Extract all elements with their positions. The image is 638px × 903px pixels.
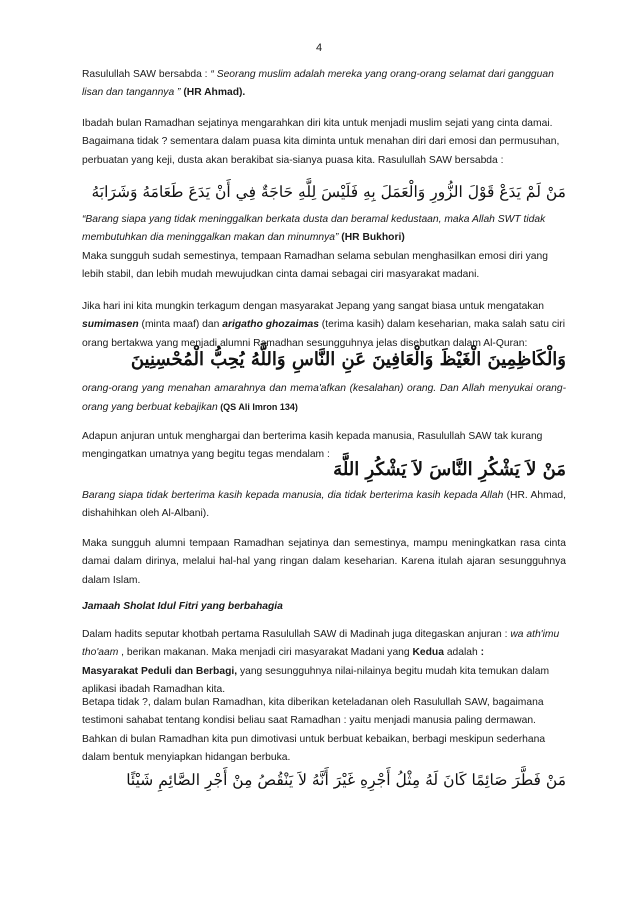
term-wa-athimu: wa ath'imu tho'aam	[82, 629, 560, 659]
paragraph-japan	[82, 298, 566, 353]
paragraph-gratitude: Adapun anjuran untuk menghargai dan berterima kasih kepada manusia, Rasulullah SAW tak kurang mengingatkan umatnya yang begitu tegas mendalam :	[82, 431, 543, 461]
term-sumimasen: sumimasen	[82, 319, 139, 331]
paragraph-translation-2	[82, 487, 566, 524]
paragraph-translation-1	[82, 211, 566, 284]
text: adalah	[443, 647, 481, 659]
paragraph-alumni: Maka sungguh alumni tempaan Ramadhan sejatinya dan semestinya, mampu meningkatkan rasa cinta damai dalam dirinya, melalui hal-hal yang ringan dalam keseharian. Karena itulah ajaran sesungguhnya dalam Islam.	[82, 538, 566, 586]
term-arigatho: arigatho ghozaimas	[222, 319, 319, 331]
hadith-reference: (HR. Ahmad, dishahihkan oleh Al-Albani).	[82, 490, 566, 520]
paragraph-madinah	[82, 626, 566, 699]
arabic-hadith-3: مَنْ فَطَّرَ صَائِمًا كَانَ لَهُ مِثْلُ أَجْرِهِ غَيْرَ أَنَّهُ لاَ يَنْقُصُ مِنْ أَجْرِ الصَّائِمِ شَيْئًا	[126, 771, 566, 789]
text: Dalam hadits seputar khotbah pertama Rasulullah SAW di Madinah juga ditegaskan anjuran :	[82, 629, 511, 640]
text: Maka sungguh sudah semestinya, tempaan Ramadhan selama sebulan menghasilkan emosi diri yang lebih stabil, dan lebih mudah mewujudkan cinta damai sebagai ciri masyarakat madani.	[82, 250, 548, 280]
term-kedua: Kedua	[412, 647, 444, 659]
colon: :	[480, 647, 485, 659]
term-masyarakat-peduli: Masyarakat Peduli dan Berbagi,	[82, 665, 238, 677]
text: (minta maaf) dan	[138, 319, 223, 331]
section-heading: Jamaah Sholat Idul Fitri yang berbahagia	[82, 601, 283, 612]
translation-quote: “Barang siapa yang tidak meninggalkan berkata dusta dan beramal kedustaan, maka Allah SWT tidak membutuhkan dia meninggalkan makan dan minumnya”	[82, 214, 546, 244]
verse-translation: orang-orang yang menahan amarahnya dan mema'afkan (kesalahan) orang. Dan Allah menyukai orang-orang yang berbuat kebajikan	[82, 383, 566, 414]
arabic-hadith-1: مَنْ لَمْ يَدَعْ قَوْلَ الزُّورِ وَالْعَمَلَ بِهِ فَلَيْسَ لِلَّهِ حَاجَةٌ فِي أَنْ يَدَعَ طَعَامَهُ وَشَرَابَهُ	[91, 183, 566, 201]
text: yang sesungguhnya nilai-nilainya begitu mudah kita temukan dalam aplikasi ibadah Ramadhan kita.	[82, 665, 550, 695]
page-number: 4	[315, 42, 323, 54]
hadith-reference: (HR Ahmad).	[180, 87, 246, 99]
verse-reference: (QS Ali Imron 134)	[217, 402, 298, 413]
paragraph-verse-translation	[82, 380, 566, 418]
paragraph-ramadhan-peace: Ibadah bulan Ramadhan sejatinya mengarahkan diri kita untuk menjadi muslim sejati yang cinta damai. Bagaimana tidak ? sementara dalam puasa kita diminta untuk menahan diri dari emosi dan permusuhan, perbuatan yang keji, dusta akan berakibat sia-sianya puasa kita. Rasulullah SAW bersabda :	[82, 118, 560, 166]
hadith-quote: “ Seorang muslim adalah mereka yang orang-orang selamat dari gangguan lisan dan tangannya ”	[82, 69, 554, 99]
text: Rasulullah SAW bersabda :	[82, 69, 211, 80]
text: Jika hari ini kita mungkin terkagum dengan masyarakat Jepang yang sangat biasa untuk mengatakan	[82, 301, 544, 312]
text: (terima kasih) dalam keseharian, maka salah satu ciri orang bertakwa yang menjadi alumni Ramadhan sesungguhnya jelas disebutkan dalam Al-Quran:	[82, 319, 566, 349]
paragraph-generosity: Betapa tidak ?, dalam bulan Ramadhan, kita diberikan keteladanan oleh Rasulullah SAW, bagaimana testimoni sahabat tentang kondisi beliau saat Ramadhan : yaitu menjadi manusia paling dermawan. Bahkan di bulan Ramadhan kita pun dimotivasi untuk berbuat kebaikan, berbagi meskipun sederhana dalam bentuk menyiapkan hidangan berbuka.	[82, 697, 546, 763]
arabic-quran-verse: وَالْكَاظِمِينَ الْغَيْظَ وَالْعَافِينَ عَنِ النَّاسِ وَاللَّهُ يُحِبُّ الْمُحْسِنِينَ	[130, 349, 566, 370]
translation-quote: Barang siapa tidak berterima kasih kepada manusia, dia tidak berterima kasih kepada Allah	[82, 490, 504, 501]
text: , berikan makanan. Maka menjadi ciri masyarakat Madani yang	[118, 647, 413, 659]
arabic-hadith-2: مَنْ لاَ يَشْكُرِ النَّاسَ لاَ يَشْكُرِ اللَّهَ	[333, 459, 566, 480]
hadith-reference: (HR Bukhori)	[338, 232, 405, 244]
paragraph-hadith-intro	[82, 66, 566, 103]
